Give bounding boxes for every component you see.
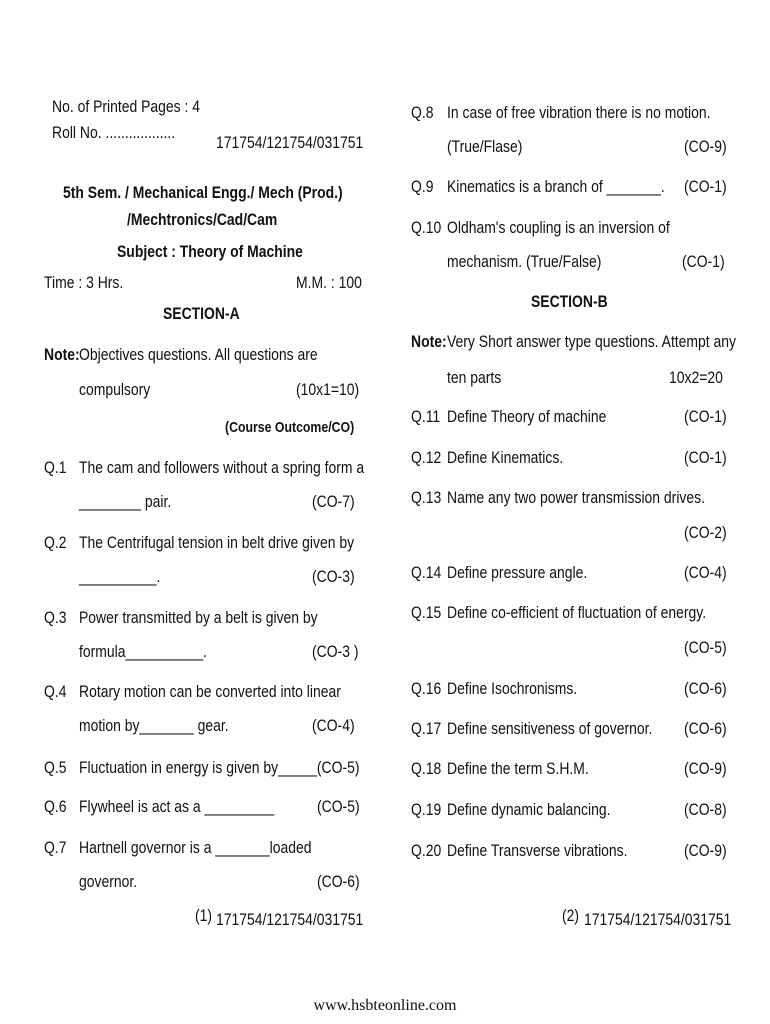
q20-number: Q.20 [411, 841, 442, 860]
q19-co: (CO-8) [684, 800, 727, 819]
q8-line-2: (True/Flase) [447, 137, 523, 156]
q11-number: Q.11 [411, 407, 441, 426]
website-footer[interactable]: www.hsbteonline.com [313, 997, 457, 1014]
q16-number: Q.16 [411, 679, 442, 698]
page-1-code: 171754/121754/031751 [216, 910, 364, 929]
course-line-1: 5th Sem. / Mechanical Engg./ Mech (Prod.) [63, 183, 343, 202]
q13-text: Name any two power transmission drives. [447, 488, 705, 507]
q6-line-1: Flywheel is act as a _________ [79, 797, 275, 816]
q3-number: Q.3 [44, 608, 67, 627]
subject: Subject : Theory of Machine [117, 242, 303, 261]
q2-number: Q.2 [44, 533, 67, 552]
q10-number: Q.10 [411, 218, 442, 237]
q3-co: (CO-3 ) [312, 642, 359, 661]
q18-text: Define the term S.H.M. [447, 759, 589, 778]
q12-text: Define Kinematics. [447, 448, 564, 467]
q13-co: (CO-2) [684, 523, 727, 542]
q7-line-2: governor. [79, 872, 138, 891]
page-2-number: (2) [562, 906, 580, 925]
q16-co: (CO-6) [684, 679, 727, 698]
q1-number: Q.1 [44, 458, 67, 477]
q20-text: Define Transverse vibrations. [447, 841, 628, 860]
q16-text: Define Isochronisms. [447, 679, 578, 698]
q6-number: Q.6 [44, 797, 67, 816]
q1-line-2: ________ pair. [79, 492, 172, 511]
q15-co: (CO-5) [684, 638, 727, 657]
max-marks: M.M. : 100 [296, 273, 362, 292]
roll-no: Roll No. .................. [52, 123, 176, 142]
q17-text: Define sensitiveness of governor. [447, 719, 653, 738]
q19-text: Define dynamic balancing. [447, 800, 611, 819]
q4-co: (CO-4) [312, 716, 355, 735]
q5-number: Q.5 [44, 758, 67, 777]
q12-number: Q.12 [411, 448, 442, 467]
q8-line-1: In case of free vibration there is no motion. [447, 103, 711, 122]
page-2-code: 171754/121754/031751 [584, 910, 732, 929]
section-a-title: SECTION-A [163, 304, 240, 323]
note-b-line-2: ten parts [447, 368, 502, 387]
q4-number: Q.4 [44, 682, 67, 701]
q15-number: Q.15 [411, 603, 442, 622]
q8-co: (CO-9) [684, 137, 727, 156]
printed-pages: No. of Printed Pages : 4 [52, 97, 201, 116]
q9-line-1: Kinematics is a branch of _______. [447, 177, 665, 196]
time: Time : 3 Hrs. [44, 273, 124, 292]
q10-line-2: mechanism. (True/False) [447, 252, 602, 271]
note-marks: (10x1=10) [296, 380, 360, 399]
course-outcome: (Course Outcome/CO) [225, 419, 355, 436]
note-b-line-1: Very Short answer type questions. Attempt any [447, 332, 737, 351]
q10-co: (CO-1) [682, 252, 725, 271]
note-line-2: compulsory [79, 380, 151, 399]
q1-line-1: The cam and followers without a spring form a [79, 458, 365, 477]
note-b-label: Note: [411, 332, 447, 351]
note-line-1: Objectives questions. All questions are [79, 345, 318, 364]
q13-number: Q.13 [411, 488, 442, 507]
q9-co: (CO-1) [684, 177, 727, 196]
q2-co: (CO-3) [312, 567, 355, 586]
q3-line-2: formula__________. [79, 642, 207, 661]
q5-line-1: Fluctuation in energy is given by_____(CO-5) [79, 758, 360, 777]
q17-number: Q.17 [411, 719, 442, 738]
q18-co: (CO-9) [684, 759, 727, 778]
q3-line-1: Power transmitted by a belt is given by [79, 608, 318, 627]
page-1-number: (1) [195, 906, 213, 925]
q6-co: (CO-5) [317, 797, 360, 816]
q20-co: (CO-9) [684, 841, 727, 860]
q2-line-2: __________. [79, 567, 161, 586]
q18-number: Q.18 [411, 759, 442, 778]
q14-co: (CO-4) [684, 563, 727, 582]
q14-number: Q.14 [411, 563, 442, 582]
q17-co: (CO-6) [684, 719, 727, 738]
note-label: Note: [44, 345, 80, 364]
q7-line-1: Hartnell governor is a _______loaded [79, 838, 312, 857]
q1-co: (CO-7) [312, 492, 355, 511]
q9-number: Q.9 [411, 177, 434, 196]
q7-co: (CO-6) [317, 872, 360, 891]
note-b-marks: 10x2=20 [669, 368, 723, 387]
q4-line-1: Rotary motion can be converted into linear [79, 682, 341, 701]
paper-code-top: 171754/121754/031751 [216, 133, 364, 152]
q12-co: (CO-1) [684, 448, 727, 467]
q15-text: Define co-efficient of fluctuation of energy. [447, 603, 707, 622]
q19-number: Q.19 [411, 800, 442, 819]
q10-line-1: Oldham's coupling is an inversion of [447, 218, 670, 237]
course-line-2: /Mechtronics/Cad/Cam [127, 210, 278, 229]
section-b-title: SECTION-B [531, 292, 608, 311]
q4-line-2: motion by_______ gear. [79, 716, 229, 735]
q14-text: Define pressure angle. [447, 563, 588, 582]
q8-number: Q.8 [411, 103, 434, 122]
q2-line-1: The Centrifugal tension in belt drive given by [79, 533, 355, 552]
q11-text: Define Theory of machine [447, 407, 607, 426]
q11-co: (CO-1) [684, 407, 727, 426]
q7-number: Q.7 [44, 838, 67, 857]
